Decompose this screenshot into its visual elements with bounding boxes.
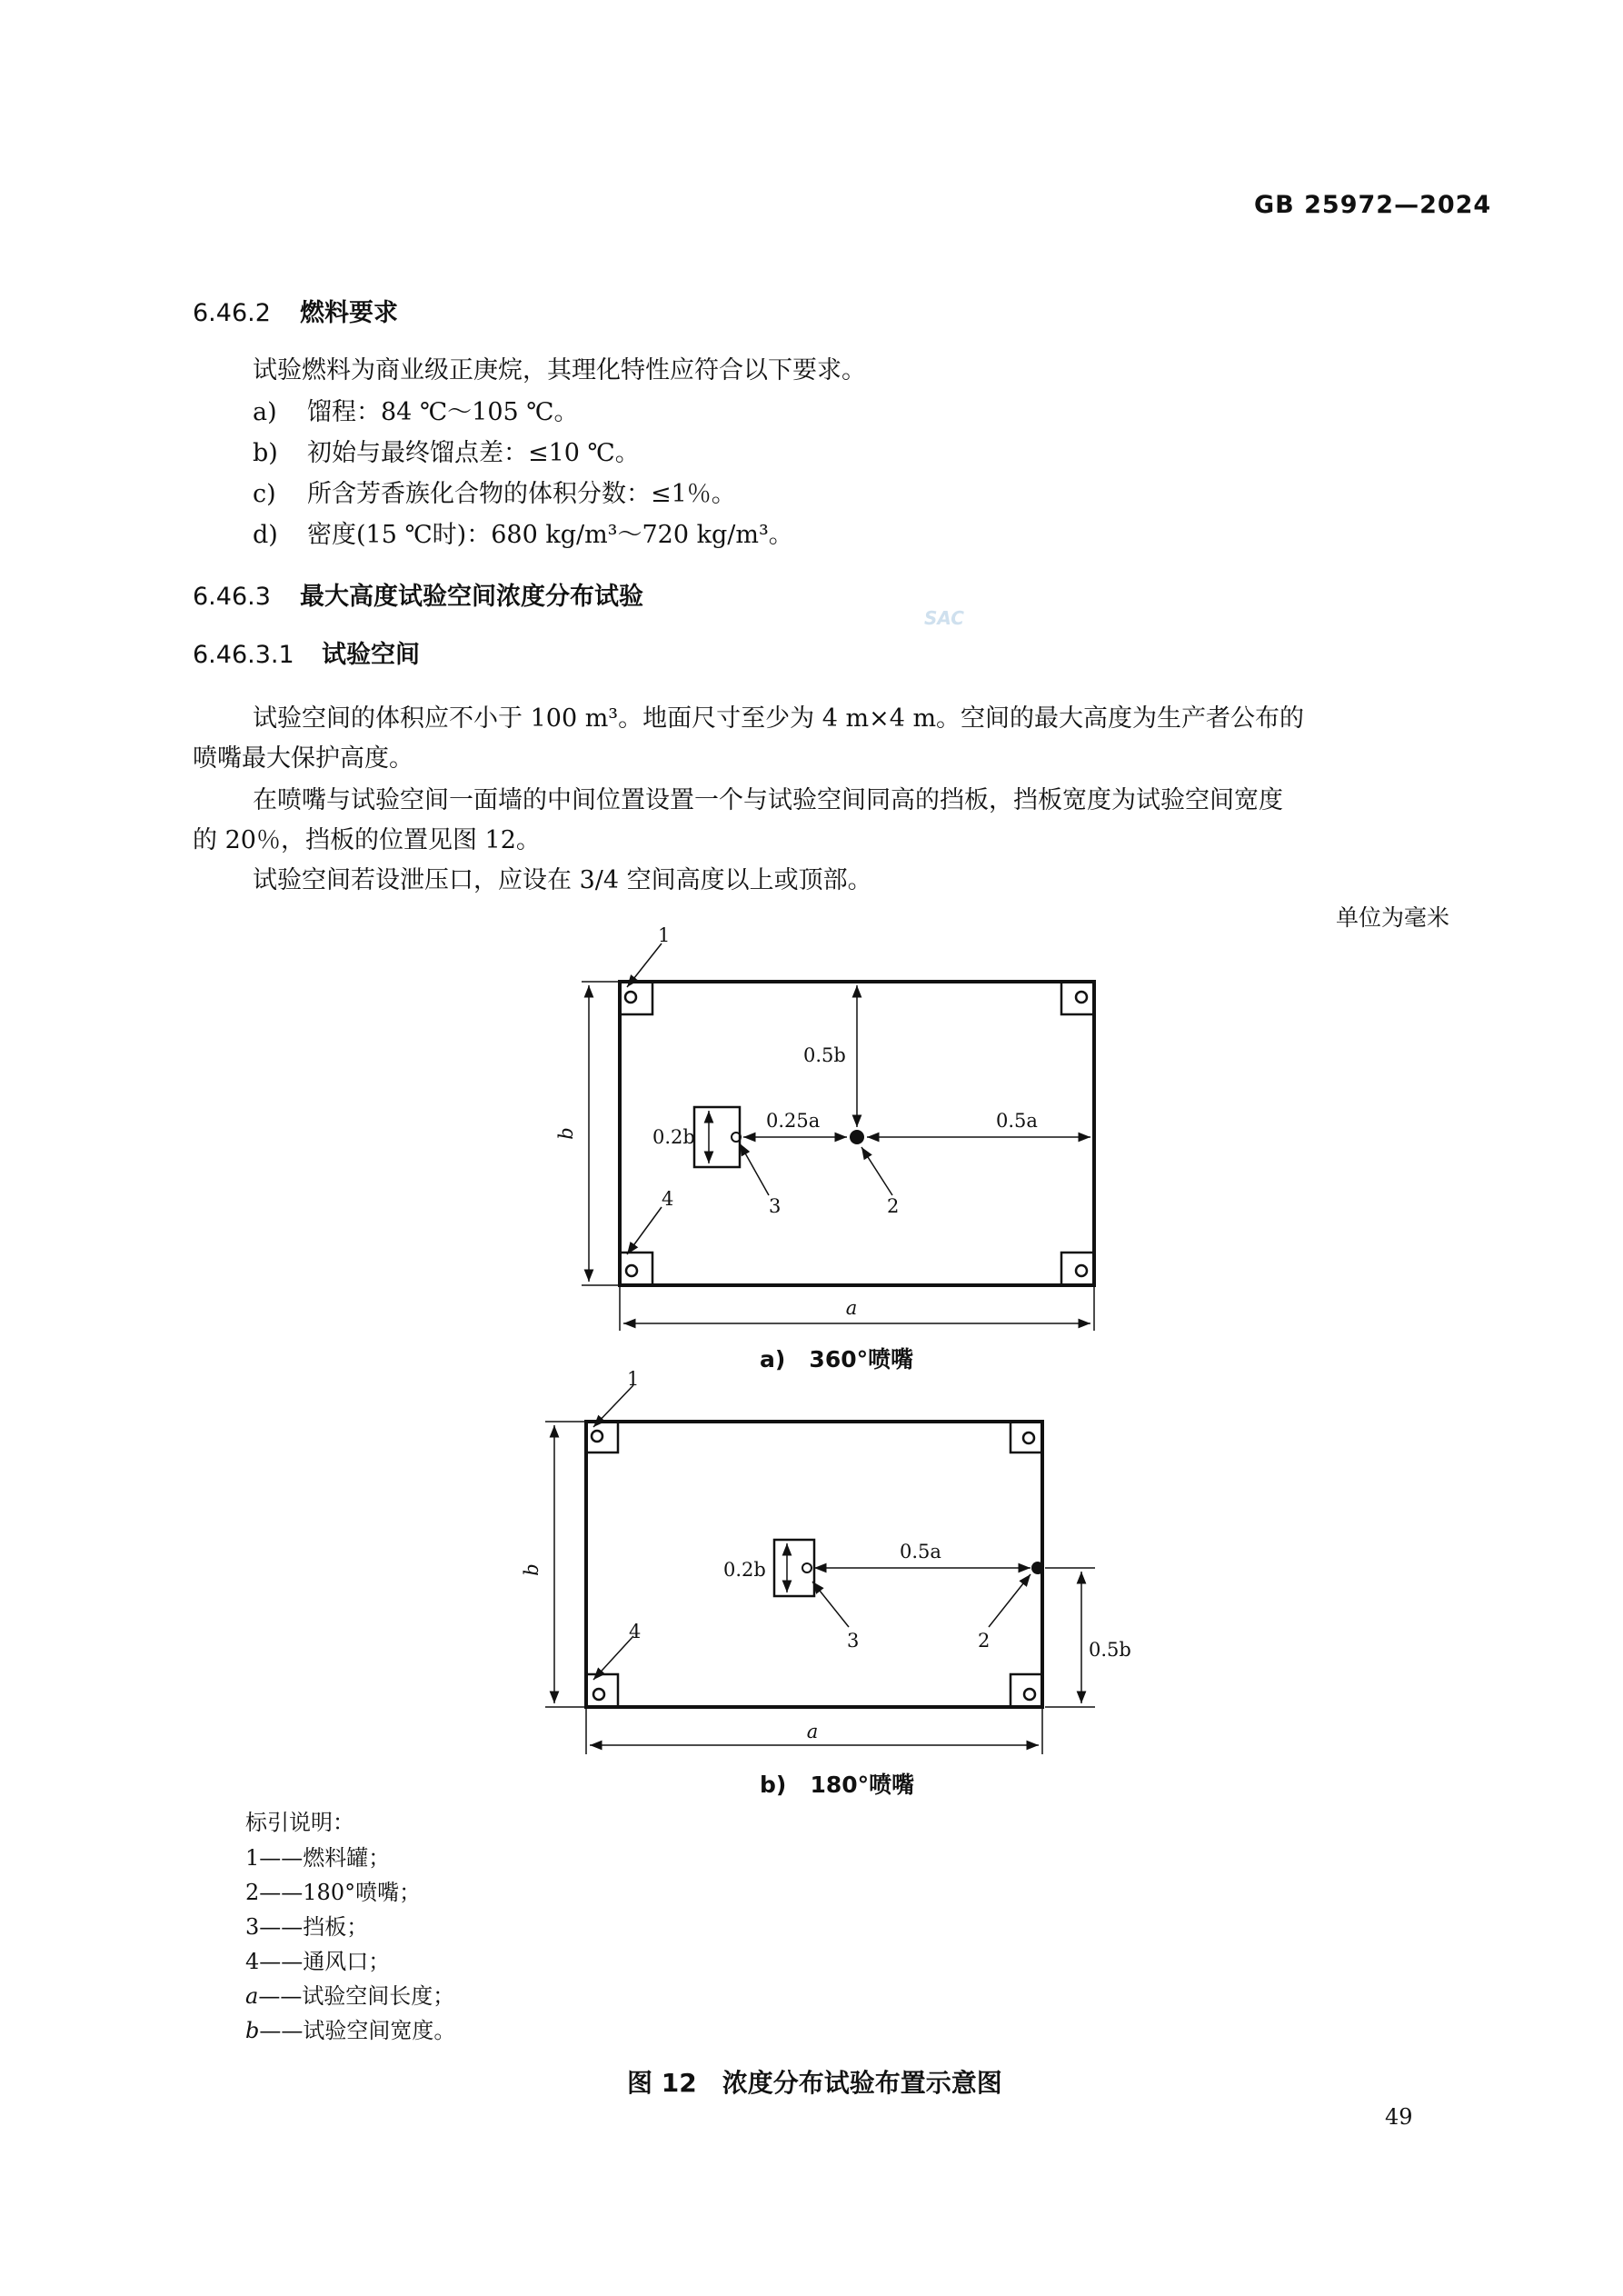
section-number: 6.46.2 (193, 299, 271, 327)
legend-key: 1 (245, 1845, 260, 1871)
legend-item-b (245, 2012, 455, 2044)
baffle-a (694, 1107, 740, 1167)
legend-title: 标引说明： (245, 1810, 354, 1835)
legend-text: ——挡板； (259, 1914, 369, 1940)
legend-item-4 (245, 1943, 390, 1975)
half-a-label-a: 0.5a (996, 1110, 1038, 1132)
legend-text: ——通风口； (259, 1949, 391, 1974)
subfigure-title: 360°喷嘴 (809, 1346, 914, 1373)
dim-b-label-a: b (555, 1127, 577, 1140)
section-title: 试验空间 (322, 641, 420, 669)
callout-3-b: 3 (847, 1630, 860, 1652)
nozzle-360 (850, 1130, 864, 1144)
section-number: 6.46.3 (193, 583, 271, 611)
section-number: 6.46.3.1 (193, 641, 294, 669)
subfigure-label: b) (760, 1772, 787, 1798)
subfigure-b-caption (760, 1767, 914, 1800)
item-label: b) (253, 439, 278, 467)
subfigure-title: 180°喷嘴 (810, 1772, 915, 1798)
half-b-label-b: 0.5b (1089, 1639, 1131, 1661)
space-paragraph-2-line-1: 在喷嘴与试验空间一面墙的中间位置设置一个与试验空间同高的挡板，挡板宽度为试验空间宽度 (253, 786, 1283, 814)
callout-3-a: 3 (769, 1195, 782, 1217)
figure-title: 图 12 浓度分布试验布置示意图 (627, 2068, 1002, 2098)
legend-item-a (245, 1978, 454, 2010)
space-paragraph-3: 试验空间若设泄压口，应设在 3/4 空间高度以上或顶部。 (253, 866, 872, 894)
legend-text: ——试验空间长度； (258, 1983, 455, 2009)
fuel-intro: 试验燃料为商业级正庚烷，其理化特性应符合以下要求。 (253, 356, 866, 384)
callout-1-b: 1 (627, 1368, 640, 1390)
legend-text: ——燃料罐； (259, 1845, 391, 1871)
quarter-a-label: 0.25a (766, 1110, 821, 1132)
space-paragraph-1-line-1: 试验空间的体积应不小于 100 m³。地面尺寸至少为 4 m×4 m。空间的最大高度为生产者公布的 (253, 704, 1305, 733)
legend-key: 2 (245, 1880, 260, 1905)
two-b-label-a: 0.2b (652, 1126, 695, 1148)
half-a-label-b: 0.5a (900, 1541, 941, 1562)
subfigure-label: a) (760, 1346, 786, 1373)
legend-key: a (245, 1983, 259, 2009)
two-b-label-b: 0.2b (723, 1559, 766, 1581)
subfigure-a-caption (760, 1342, 913, 1374)
space-paragraph-2-line-2: 的 20％，挡板的位置见图 12。 (193, 826, 541, 854)
callout-2-b: 2 (978, 1630, 991, 1652)
callout-4-b: 4 (629, 1621, 642, 1642)
page-number: 49 (1385, 2104, 1413, 2130)
section-title: 最大高度试验空间浓度分布试验 (300, 583, 643, 611)
space-paragraph-1-line-2: 喷嘴最大保护高度。 (193, 744, 413, 773)
item-label: a) (253, 398, 277, 426)
dim-a-label-a: a (845, 1297, 858, 1319)
half-b-label-a: 0.5b (803, 1044, 846, 1066)
unit-note: 单位为毫米 (1336, 904, 1450, 931)
legend-key: b (245, 2018, 260, 2043)
callout-4-a: 4 (662, 1188, 674, 1210)
callout-1-a: 1 (658, 924, 671, 946)
legend-item-3 (245, 1909, 368, 1941)
dim-b-label-b: b (521, 1563, 543, 1576)
item-label: c) (253, 480, 276, 508)
legend-key: 3 (245, 1914, 260, 1940)
legend-text: ——180°喷嘴； (259, 1880, 422, 1905)
sac-watermark: SAC (924, 607, 964, 629)
legend-text: ——试验空间宽度。 (259, 2018, 456, 2043)
callout-2-a: 2 (887, 1195, 900, 1217)
baffle-b (774, 1540, 814, 1596)
legend-key: 4 (245, 1949, 260, 1974)
item-label: d) (253, 521, 278, 549)
section-title: 燃料要求 (300, 299, 398, 327)
item-text: 初始与最终馏点差：≤10 ℃。 (307, 439, 640, 467)
item-text: 密度(15 ℃时)：680 kg/m³～720 kg/m³。 (307, 521, 793, 549)
item-text: 馏程：84 ℃～105 ℃。 (307, 398, 579, 426)
item-text: 所含芳香族化合物的体积分数：≤1％。 (307, 480, 736, 508)
dim-a-label-b: a (806, 1721, 819, 1742)
nozzle-180 (1031, 1562, 1044, 1574)
standard-code: GB 25972—2024 (1254, 191, 1492, 219)
legend-item-2 (245, 1874, 421, 1906)
legend-item-1 (245, 1840, 390, 1872)
